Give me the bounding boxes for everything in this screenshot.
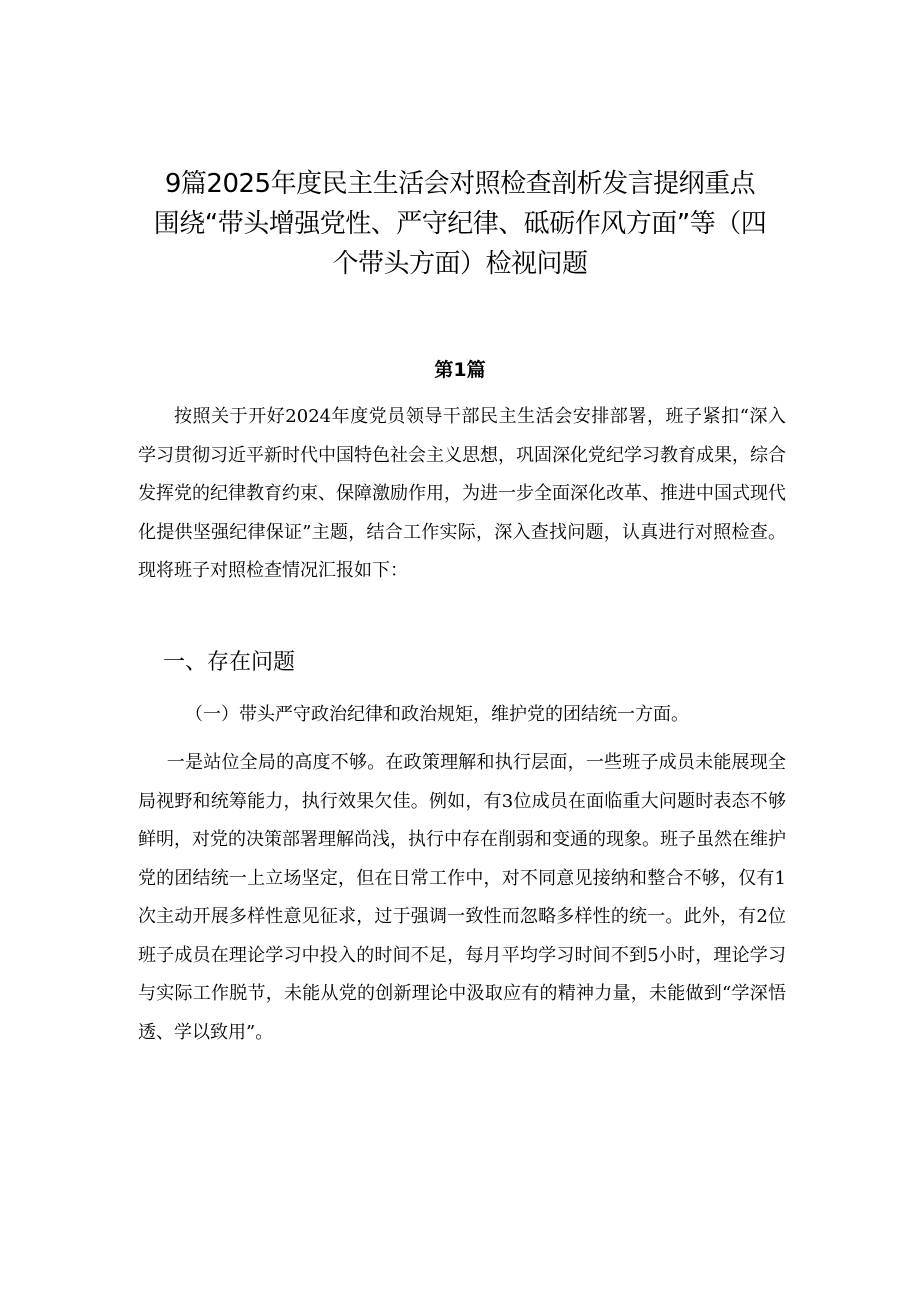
document-title [110,164,810,284]
title-line-2: 围绕“带头增强党性、严守纪律、砥砺作风方面”等（四 [153,209,767,239]
chapter-label: 第1篇 [434,359,486,381]
section-heading: 一、存在问题 [163,650,296,675]
title-line-3: 个带头方面）检视问题 [332,249,588,279]
intro-paragraph: 按照关于开好2024年度党员领导干部民主生活会安排部署，班子紧扣“深入学习贯彻习近平新时代中国特色社会主义思想，巩固深化党纪学习教育成果，综合发挥党的纪律教育约束、保障激励作用，为进一步全面深化改革、推进中国式现代化提供坚强纪律保证”主题，结合工作实际，深入查找问题，认真进行对照检查。现将班子对照检查情况汇报如下： [138,406,786,581]
title-line-1: 9篇2025年度民主生活会对照检查剖析发言提纲重点 [164,169,756,199]
subsection-heading: （一）带头严守政治纪律和政治规矩，维护党的团结统一方面。 [185,704,689,725]
body-paragraph: 一是站位全局的高度不够。在政策理解和执行层面，一些班子成员未能展现全局视野和统筹能力，执行效果欠佳。例如，有3位成员在面临重大问题时表态不够鲜明，对党的决策部署理解尚浅，执行中存在削弱和变通的现象。班子虽然在维护党的团结统一上立场坚定，但在日常工作中，对不同意见接纳和整合不够，仅有1次主动开展多样性意见征求，过于强调一致性而忽略多样性的统一。此外，有2位班子成员在理论学习中投入的时间不足，每月平均学习时间不到5小时，理论学习与实际工作脱节，未能从党的创新理论中汲取应有的精神力量，未能做到“学深悟透、学以致用”。 [138,752,786,1043]
